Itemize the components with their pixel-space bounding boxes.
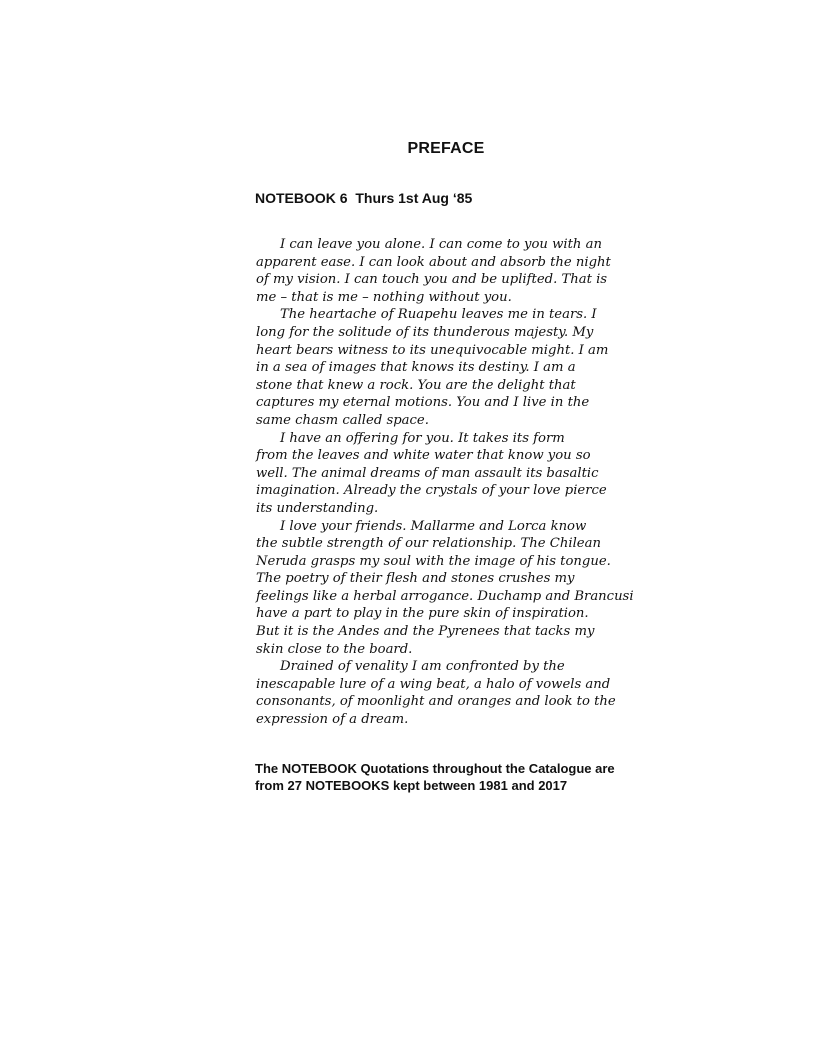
poem-line: heart bears witness to its unequivocable might. I am	[256, 342, 609, 358]
poem-line: inescapable lure of a wing beat, a halo of vowels and	[256, 676, 611, 692]
poem-line: in a sea of images that knows its destiny. I am a	[256, 360, 576, 376]
poem-line: expression of a dream.	[256, 712, 409, 728]
poem-line: skin close to the board.	[256, 641, 413, 657]
poem-line: But it is the Andes and the Pyrenees that tacks my	[256, 624, 595, 640]
poem-line: Neruda grasps my soul with the image of his tongue.	[256, 553, 611, 569]
poem-line: I can leave you alone. I can come to you with an	[280, 237, 602, 252]
poem-line: Drained of venality I am confronted by the	[280, 659, 565, 675]
poem-line: long for the solitude of its thunderous majesty. My	[256, 324, 594, 340]
poem-line: captures my eternal motions. You and I live in the	[256, 395, 590, 411]
poem-line: the subtle strength of our relationship. The Chilean	[256, 536, 601, 552]
poem-line: imagination. Already the crystals of your love pierce	[256, 483, 607, 499]
footer-line: The NOTEBOOK Quotations throughout the Catalogue are	[255, 761, 615, 776]
poem-line: same chasm called space.	[256, 412, 429, 428]
poem-line: well. The animal dreams of man assault its basaltic	[256, 465, 599, 481]
poem-line: The heartache of Ruapehu leaves me in tears. I	[280, 307, 597, 323]
poem-line: I love your friends. Mallarme and Lorca know	[280, 518, 587, 534]
page-title: PREFACE	[407, 140, 485, 157]
poem-line: apparent ease. I can look about and absorb the night	[256, 254, 611, 270]
poem-line: The poetry of their flesh and stones crushes my	[256, 571, 575, 587]
poem-text	[256, 236, 646, 729]
poem-line: its understanding.	[256, 500, 379, 516]
footer-note	[255, 760, 655, 794]
poem-line: of my vision. I can touch you and be uplifted. That is	[256, 272, 608, 288]
poem-line: have a part to play in the pure skin of inspiration.	[256, 606, 589, 622]
footer-line: from 27 NOTEBOOKS kept between 1981 and 2017	[255, 778, 568, 793]
poem-line: I have an offering for you. It takes its form	[280, 430, 565, 446]
poem-line: consonants, of moonlight and oranges and look to the	[256, 694, 616, 710]
poem-line: stone that knew a rock. You are the delight that	[256, 377, 576, 393]
poem-line: from the leaves and white water that know you so	[256, 448, 591, 464]
poem-line: feelings like a herbal arrogance. Duchamp and Brancusi	[256, 588, 634, 604]
notebook-heading: NOTEBOOK 6 Thurs 1st Aug ‘85	[255, 190, 473, 206]
poem-line: me – that is me – nothing without you.	[256, 289, 512, 305]
